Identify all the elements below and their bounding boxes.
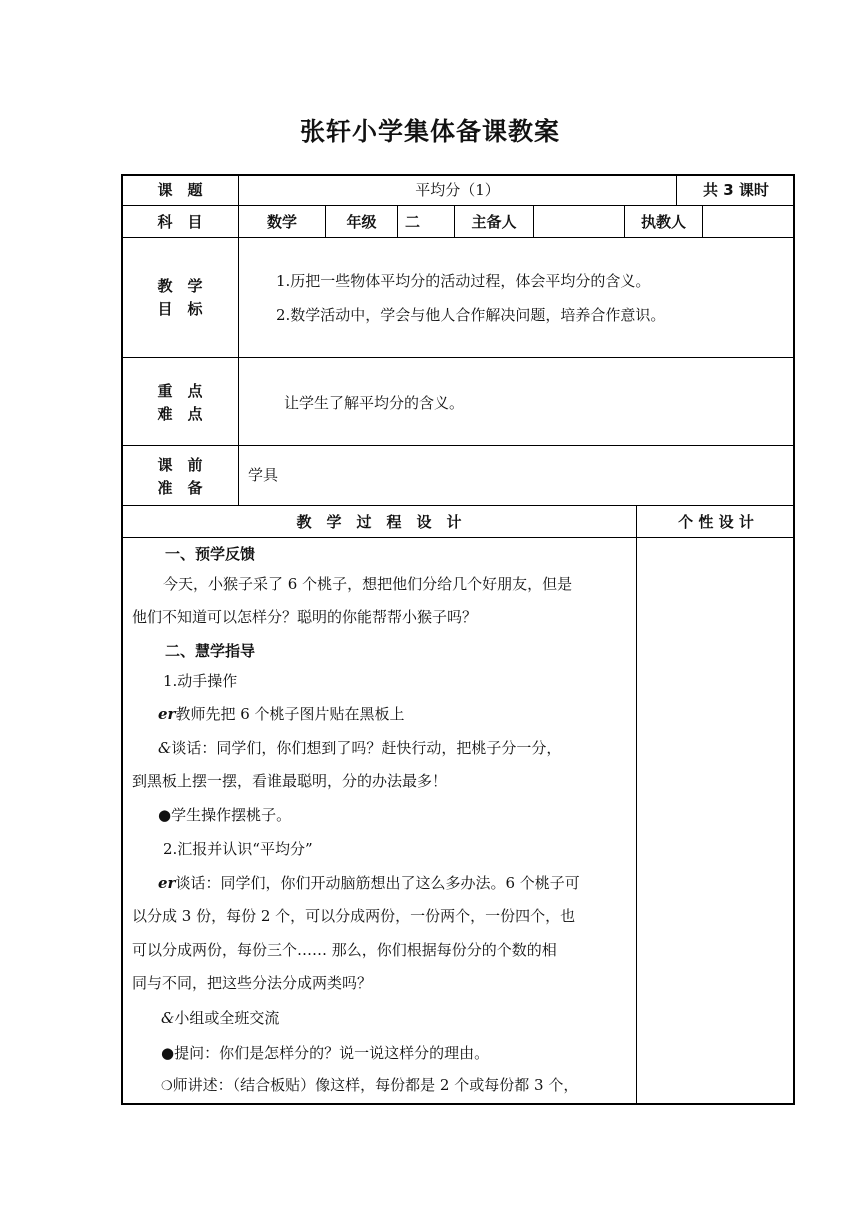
col-divider: [702, 206, 703, 238]
bullet-icon: ●: [161, 1044, 175, 1062]
preparation-text: 学具: [248, 466, 279, 484]
objective-item: 1.历把一些物体平均分的活动过程，体会平均分的含义。: [276, 272, 651, 290]
paragraph-line: 到黑板上摆一摆，看谁最聪明，分的办法最多！: [132, 772, 448, 790]
bullet-icon: ●: [158, 806, 172, 824]
objectives-label-line2: 目 标: [157, 300, 203, 318]
topic-value: 平均分（1）: [415, 181, 500, 199]
section-title: 二、慧学指导: [165, 642, 256, 660]
step-title: 1.动手操作: [163, 672, 238, 690]
lead-preparer-label: 主备人: [471, 213, 517, 231]
sessions-count: 共 3 课时: [703, 181, 769, 199]
row-divider: [121, 445, 795, 446]
list-item: ●学生操作摆桃子。: [158, 806, 292, 824]
paragraph-line: 同与不同，把这些分法分成两类吗？: [132, 974, 373, 992]
preparation-label-line2: 准 备: [157, 479, 203, 497]
paragraph-line: 今天，小猴子采了 6 个桃子，想把他们分给几个好朋友，但是: [163, 575, 573, 593]
row-divider: [121, 505, 795, 506]
teacher-label: 执教人: [640, 213, 686, 231]
row-divider: [121, 237, 795, 238]
grade-value: 二: [405, 213, 421, 231]
list-item: ❍师讲述：（结合板贴）像这样，每份都是 2 个或每份都 3 个，: [161, 1076, 579, 1094]
objectives-label-line1: 教 学: [157, 277, 203, 295]
grade-label: 年级: [346, 213, 377, 231]
script-er-icon: er: [158, 874, 176, 892]
process-header: 教 学 过 程 设 计: [296, 513, 462, 531]
topic-label: 课 题: [157, 181, 203, 199]
keypoints-label-line2: 难 点: [157, 405, 203, 423]
col-divider: [533, 206, 534, 238]
keypoints-text: 让学生了解平均分的含义。: [284, 394, 465, 412]
document-title: 张轩小学集体备课教案: [299, 117, 560, 146]
paragraph-line: 他们不知道可以怎样分？聪明的你能帮帮小猴子吗？: [132, 608, 478, 626]
subject-label: 科 目: [157, 213, 203, 231]
list-item: ●提问：你们是怎样分的？说一说这样分的理由。: [161, 1044, 490, 1062]
list-item: &谈话：同学们，你们想到了吗？赶快行动，把桃子分一分，: [158, 739, 562, 757]
personal-design-header: 个 性 设 计: [678, 513, 754, 531]
step-title: 2.汇报并认识“平均分”: [163, 840, 313, 858]
paragraph-line: 可以分成两份，每份三个…… 那么，你们根据每份分的个数的相: [132, 941, 557, 959]
shadowed-circle-icon: ❍: [161, 1079, 173, 1094]
keypoints-label-line1: 重 点: [157, 382, 203, 400]
row-divider: [121, 357, 795, 358]
ampersand-icon: &: [158, 739, 172, 757]
objective-item: 2.数学活动中，学会与他人合作解决问题，培养合作意识。: [276, 306, 666, 324]
paragraph-line: 以分成 3 份，每份 2 个，可以分成两份，一份两个，一份四个，也: [132, 907, 576, 925]
list-item: &小组或全班交流: [161, 1009, 280, 1027]
subject-value: 数学: [266, 213, 297, 231]
list-item: er教师先把 6 个桃子图片贴在黑板上: [158, 705, 405, 723]
personal-design-cell: [637, 538, 794, 1103]
preparation-label-line1: 课 前: [157, 456, 203, 474]
list-item: er谈话：同学们，你们开动脑筋想出了这么多办法。6 个桃子可: [158, 874, 580, 892]
ampersand-icon: &: [161, 1009, 175, 1027]
col-divider: [397, 206, 398, 238]
section-title: 一、预学反馈: [165, 545, 256, 563]
row-divider: [121, 205, 795, 206]
script-er-icon: er: [158, 705, 176, 723]
